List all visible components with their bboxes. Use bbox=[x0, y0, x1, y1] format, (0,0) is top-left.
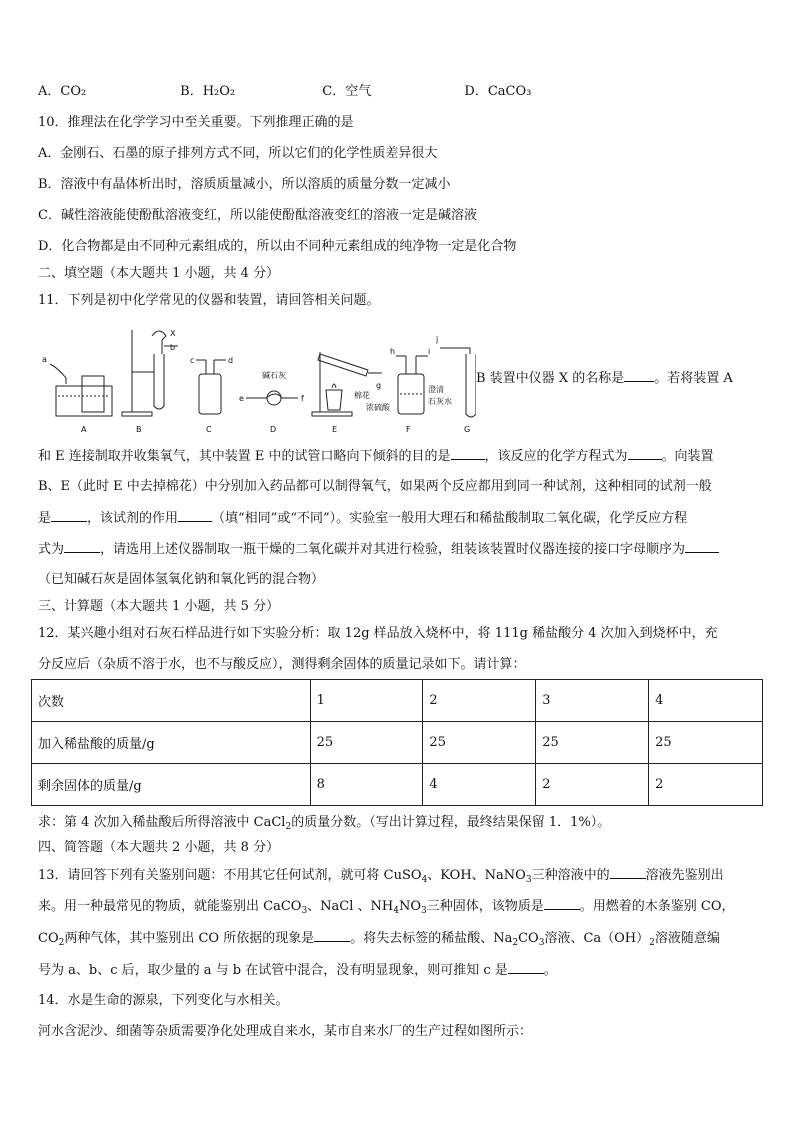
table-cell: 25 bbox=[649, 722, 763, 764]
q11-line-5 bbox=[38, 540, 719, 559]
q9-options bbox=[38, 83, 602, 101]
port-g-label: g bbox=[376, 381, 382, 390]
q13-line-3 bbox=[38, 929, 720, 952]
text: NO bbox=[398, 899, 422, 914]
q13-line-1 bbox=[38, 866, 724, 889]
cotton-label: 棉花 bbox=[354, 391, 370, 400]
table-cell: 2 bbox=[536, 764, 649, 806]
apparatus-c-label: C bbox=[206, 425, 212, 434]
section-4-heading: 四、简答题（本大题共 2 小题，共 8 分） bbox=[38, 840, 280, 855]
q9-option-c: C．空气 bbox=[322, 84, 372, 99]
port-e-label: e bbox=[239, 394, 244, 403]
text: 三种溶液中的 bbox=[531, 868, 610, 883]
sulfuric-acid-label: 浓硫酸 bbox=[366, 403, 390, 412]
text: 溶液、Ca（OH） bbox=[544, 931, 650, 946]
answer-blank[interactable] bbox=[544, 897, 580, 910]
table-cell: 8 bbox=[310, 764, 423, 806]
apparatus-g-label: G bbox=[464, 425, 471, 434]
q11-line-3: B、E（此时 E 中去掉棉花）中分别加入药品都可以制得氧气，如果两个反应都用到同一种试剂，这种相同的试剂一般 bbox=[38, 479, 712, 494]
answer-blank[interactable] bbox=[51, 509, 87, 522]
q13-line-2 bbox=[38, 897, 735, 920]
answer-blank[interactable] bbox=[314, 929, 350, 942]
text: CO bbox=[38, 931, 59, 946]
subscript: 3 bbox=[421, 906, 427, 916]
q11-line-1 bbox=[476, 369, 733, 388]
q12-line-1: 12．某兴趣小组对石灰石样品进行如下实验分析：取 12g 样品放入烧杯中，将 111g 稀盐酸分 4 次加入到烧杯中，充 bbox=[38, 626, 718, 641]
answer-blank[interactable] bbox=[451, 447, 485, 460]
q10-option-b: B．溶液中有晶体析出时，溶质质量减小，所以溶质的质量分数一定减小 bbox=[38, 177, 451, 192]
text: 溶液随意编 bbox=[654, 931, 720, 946]
text: 三种固体，该物质是 bbox=[426, 899, 544, 914]
q9-option-d: D．CaCO₃ bbox=[464, 84, 532, 99]
table-cell: 加入稀盐酸的质量/g bbox=[32, 722, 311, 764]
q11-stem: 11．下列是初中化学常见的仪器和装置，请回答相关问题。 bbox=[38, 293, 380, 308]
q12-question bbox=[38, 814, 610, 836]
port-f-label: f bbox=[301, 394, 304, 403]
table-row bbox=[32, 764, 763, 806]
port-d-label: d bbox=[228, 356, 234, 365]
port-c-label: c bbox=[190, 356, 195, 365]
text: 。用燃着的木条鉴别 CO， bbox=[579, 899, 735, 914]
answer-blank[interactable] bbox=[508, 961, 544, 974]
answer-blank[interactable] bbox=[624, 369, 654, 382]
port-i-label: i bbox=[428, 347, 431, 356]
q10-option-d: D．化合物都是由不同种元素组成的，所以由不同种元素组成的纯净物一定是化合物 bbox=[38, 239, 517, 254]
apparatus-a-label: A bbox=[81, 425, 87, 434]
q11-line-1-a: B 装置中仪器 X 的名称是 bbox=[476, 371, 625, 386]
q11-note: （已知碱石灰是固体氢氧化钠和氧化钙的混合物） bbox=[38, 572, 325, 587]
port-x-label: X bbox=[170, 329, 176, 338]
port-b-label: b bbox=[170, 343, 176, 352]
q11-apparatus-figure bbox=[36, 324, 476, 436]
text: 来。用一种最常见的物质，就能鉴别出 CaCO bbox=[38, 899, 302, 914]
limewater-label-1: 澄清 bbox=[428, 385, 444, 394]
q13-line-4 bbox=[38, 961, 557, 980]
subscript: 3 bbox=[538, 938, 545, 948]
subscript: 4 bbox=[421, 875, 428, 885]
q11-line-4-a: 是 bbox=[38, 511, 52, 526]
subscript: 2 bbox=[285, 822, 292, 832]
q9-option-a: A．CO₂ bbox=[38, 84, 87, 99]
q12-question-b: 的质量分数。（写出计算过程，最终结果保留 1．1%）。 bbox=[291, 815, 611, 830]
table-cell: 25 bbox=[423, 722, 536, 764]
subscript: 2 bbox=[58, 938, 65, 948]
text: 。将失去标签的稀盐酸、Na bbox=[350, 931, 513, 946]
q10-option-c: C．碱性溶液能使酚酞溶液变红，所以能使酚酞溶液变红的溶液一定是碱溶液 bbox=[38, 208, 477, 223]
answer-blank[interactable] bbox=[628, 447, 662, 460]
subscript: 4 bbox=[393, 906, 399, 916]
subscript: 2 bbox=[512, 938, 519, 948]
soda-lime-label: 碱石灰 bbox=[262, 371, 286, 380]
table-row bbox=[32, 680, 763, 722]
table-cell: 25 bbox=[536, 722, 649, 764]
table-cell: 4 bbox=[649, 680, 763, 722]
text: 13．请回答下列有关鉴别问题：不用其它任何试剂，就可将 CuSO bbox=[38, 868, 422, 883]
table-cell: 2 bbox=[649, 764, 763, 806]
q9-option-b: B．H₂O₂ bbox=[180, 84, 236, 99]
q11-line-4-b: ，该试剂的作用 bbox=[87, 511, 179, 526]
q12-line-2: 分反应后（杂质不溶于水，也不与酸反应），测得剩余固体的质量记录如下。请计算： bbox=[38, 657, 526, 672]
text: 、KOH、NaNO bbox=[427, 868, 526, 883]
q11-line-2-a: 和 E 连接制取并收集氧气，其中装置 E 中的试管口略向下倾斜的目的是 bbox=[38, 449, 451, 464]
apparatus-b-label: B bbox=[136, 425, 142, 434]
text: 、NaCl 、NH bbox=[307, 899, 394, 914]
q14-line-2: 河水含泥沙、细菌等杂质需要净化处理成自来水，某市自来水厂的生产过程如图所示： bbox=[38, 1024, 533, 1039]
table-cell: 3 bbox=[536, 680, 649, 722]
port-h-label: h bbox=[390, 347, 396, 356]
apparatus-f-label: F bbox=[406, 425, 411, 434]
q12-table bbox=[31, 679, 763, 806]
apparatus-drawing bbox=[36, 324, 476, 436]
table-cell: 2 bbox=[423, 680, 536, 722]
q11-line-5-a: 式为 bbox=[38, 542, 65, 557]
apparatus-e-label: E bbox=[332, 425, 338, 434]
text: 号为 a、b、c 后，取少量的 a 与 b 在试管中混合，没有明显现象，则可推知 c 是 bbox=[38, 963, 508, 978]
table-cell: 25 bbox=[310, 722, 423, 764]
answer-blank[interactable] bbox=[610, 866, 646, 879]
q11-line-4-c: （填“相同”或“不同”）。实验室一般用大理石和稀盐酸制取二氧化碳，化学反应方程 bbox=[212, 511, 688, 526]
answer-blank[interactable] bbox=[685, 540, 719, 553]
section-3-heading: 三、计算题（本大题共 1 小题，共 5 分） bbox=[38, 599, 280, 614]
section-2-heading: 二、填空题（本大题共 1 小题，共 4 分） bbox=[38, 266, 280, 281]
subscript: 3 bbox=[525, 875, 532, 885]
q10-stem: 10．推理法在化学学习中至关重要。下列推理正确的是 bbox=[38, 115, 354, 130]
limewater-label-2: 石灰水 bbox=[428, 397, 452, 406]
text: 溶液先鉴别出 bbox=[645, 868, 724, 883]
answer-blank[interactable] bbox=[178, 509, 212, 522]
q10-option-a: A．金刚石、石墨的原子排列方式不同，所以它们的化学性质差异很大 bbox=[38, 146, 438, 161]
q11-line-2 bbox=[38, 447, 714, 466]
text: 两种气体，其中鉴别出 CO 所依据的现象是 bbox=[64, 931, 315, 946]
table-cell: 4 bbox=[423, 764, 536, 806]
apparatus-d-label: D bbox=[270, 425, 277, 434]
q11-line-4 bbox=[38, 509, 687, 528]
table-row bbox=[32, 722, 763, 764]
q11-line-5-b: ，请选用上述仪器制取一瓶干燥的二氧化碳并对其进行检验，组装该装置时仪器连接的接口字母顺序为 bbox=[100, 542, 686, 557]
port-a-label: a bbox=[42, 355, 47, 364]
subscript: 3 bbox=[301, 906, 308, 916]
text: 。 bbox=[543, 963, 557, 978]
port-j-label: j bbox=[436, 335, 439, 344]
answer-blank[interactable] bbox=[64, 540, 100, 553]
table-cell: 剩余固体的质量/g bbox=[32, 764, 311, 806]
table-cell: 次数 bbox=[32, 680, 311, 722]
q11-line-2-c: 。向装置 bbox=[661, 449, 714, 464]
subscript: 2 bbox=[649, 938, 655, 948]
q12-question-a: 求：第 4 次加入稀盐酸后所得溶液中 CaCl bbox=[38, 815, 286, 830]
text: CO bbox=[518, 931, 539, 946]
q11-line-1-b: 。若将装置 A bbox=[654, 371, 733, 386]
table-cell: 1 bbox=[310, 680, 423, 722]
q14-stem: 14．水是生命的源泉，下列变化与水相关。 bbox=[38, 993, 289, 1008]
q11-line-2-b: ，该反应的化学方程式为 bbox=[484, 449, 628, 464]
